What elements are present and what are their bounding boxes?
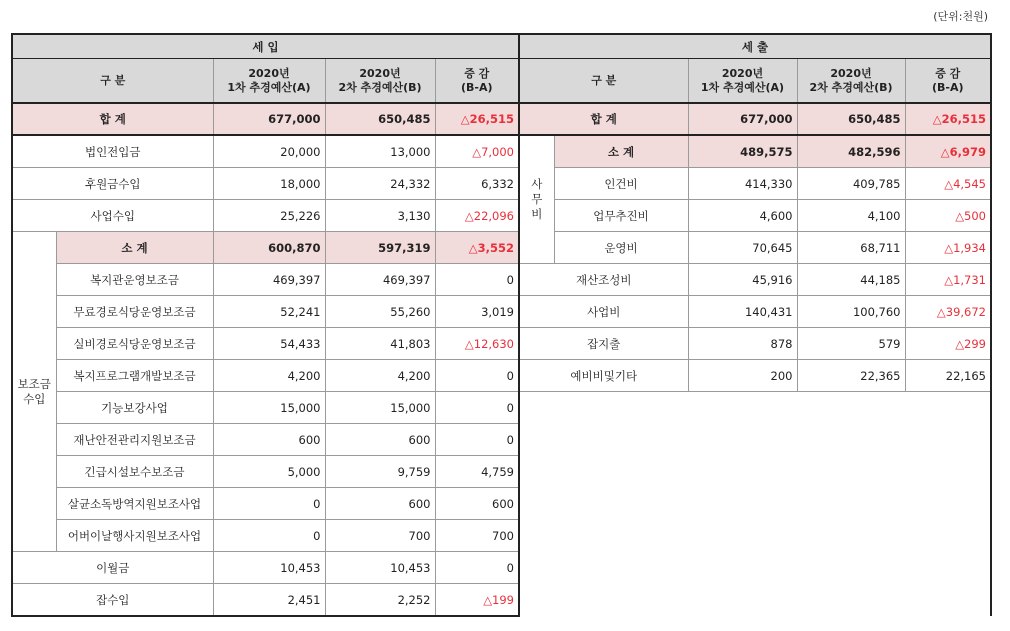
income-value-b: 600: [325, 488, 435, 520]
expense-value-b: 409,785: [797, 168, 905, 200]
expense-col-b-header: 2020년 2차 추경예산(B): [797, 59, 905, 104]
income-value-a: 25,226: [213, 200, 325, 232]
income-value-a: 54,433: [213, 328, 325, 360]
income-row-label: 복지관운영보조금: [56, 264, 213, 296]
income-value-b: 24,332: [325, 168, 435, 200]
income-value-b: 13,000: [325, 135, 435, 168]
table-row: [12, 392, 991, 424]
expense-row-label: 인건비: [554, 168, 688, 200]
income-value-b: 700: [325, 520, 435, 552]
budget-table: [11, 33, 992, 617]
income-value-diff: △7,000: [435, 135, 519, 168]
income-value-a: 15,000: [213, 392, 325, 424]
income-value-a: 469,397: [213, 264, 325, 296]
expense-row-label: 재산조성비: [519, 264, 688, 296]
income-value-diff: 600: [435, 488, 519, 520]
expense-row-label: 합 계: [519, 103, 688, 135]
income-value-b: 650,485: [325, 103, 435, 135]
table-row: [12, 135, 991, 168]
table-row: [12, 296, 991, 328]
income-subtotal-b: 597,319: [325, 232, 435, 264]
table-row: [12, 232, 991, 264]
income-value-b: 4,200: [325, 360, 435, 392]
table-row: [12, 328, 991, 360]
income-category-header: 구 분: [12, 59, 213, 104]
table-row: [12, 200, 991, 232]
income-row-label: 어버이날행사지원보조사업: [56, 520, 213, 552]
income-value-b: 10,453: [325, 552, 435, 584]
income-value-a: 2,451: [213, 584, 325, 617]
income-value-b: 15,000: [325, 392, 435, 424]
expense-diff-header: 증 감 (B-A): [905, 59, 991, 104]
expense-value-a: 140,431: [688, 296, 797, 328]
income-value-a: 0: [213, 488, 325, 520]
income-value-a: 4,200: [213, 360, 325, 392]
table-row: [12, 360, 991, 392]
income-value-diff: 0: [435, 360, 519, 392]
income-value-a: 10,453: [213, 552, 325, 584]
income-row-label: 살균소독방역지원보조사업: [56, 488, 213, 520]
income-value-b: 600: [325, 424, 435, 456]
income-row-label: 복지프로그램개발보조금: [56, 360, 213, 392]
expense-value-a: 878: [688, 328, 797, 360]
expense-value-diff: △39,672: [905, 296, 991, 328]
income-value-diff: 0: [435, 424, 519, 456]
expense-subtotal-b: 482,596: [797, 135, 905, 168]
income-value-diff: 6,332: [435, 168, 519, 200]
income-row-label: 잡수입: [12, 584, 213, 617]
income-value-diff: 0: [435, 552, 519, 584]
income-value-b: 41,803: [325, 328, 435, 360]
income-value-a: 52,241: [213, 296, 325, 328]
expense-value-b: 4,100: [797, 200, 905, 232]
table-row: [12, 168, 991, 200]
income-subtotal-label: 소 계: [56, 232, 213, 264]
income-value-diff: △12,630: [435, 328, 519, 360]
income-col-a-header: 2020년 1차 추경예산(A): [213, 59, 325, 104]
income-value-diff: 0: [435, 264, 519, 296]
income-value-a: 600: [213, 424, 325, 456]
expense-value-diff: △26,515: [905, 103, 991, 135]
income-value-diff: △22,096: [435, 200, 519, 232]
expense-subtotal-diff: △6,979: [905, 135, 991, 168]
expense-value-b: 650,485: [797, 103, 905, 135]
income-value-a: 0: [213, 520, 325, 552]
income-value-diff: 700: [435, 520, 519, 552]
income-value-diff: 0: [435, 392, 519, 424]
expense-value-b: 68,711: [797, 232, 905, 264]
expense-value-a: 45,916: [688, 264, 797, 296]
income-group-label: 보조금 수입: [12, 232, 56, 552]
expense-value-a: 200: [688, 360, 797, 392]
income-value-b: 3,130: [325, 200, 435, 232]
expense-row-label: 예비비및기타: [519, 360, 688, 392]
income-value-a: 5,000: [213, 456, 325, 488]
expense-category-header: 구 분: [519, 59, 688, 104]
expense-subtotal-label: 소 계: [554, 135, 688, 168]
income-value-a: 18,000: [213, 168, 325, 200]
income-value-diff: 4,759: [435, 456, 519, 488]
expense-row-label: 사업비: [519, 296, 688, 328]
expense-value-b: 44,185: [797, 264, 905, 296]
income-value-diff: 3,019: [435, 296, 519, 328]
total-row: [12, 103, 991, 135]
income-subtotal-a: 600,870: [213, 232, 325, 264]
income-value-a: 20,000: [213, 135, 325, 168]
income-row-label: 이월금: [12, 552, 213, 584]
income-row-label: 합 계: [12, 103, 213, 135]
expense-value-a: 4,600: [688, 200, 797, 232]
income-row-label: 긴급시설보수보조금: [56, 456, 213, 488]
expense-value-diff: 22,165: [905, 360, 991, 392]
income-row-label: 무료경로식당운영보조금: [56, 296, 213, 328]
income-value-b: 9,759: [325, 456, 435, 488]
income-value-b: 55,260: [325, 296, 435, 328]
income-value-a: 677,000: [213, 103, 325, 135]
expense-row-label: 운영비: [554, 232, 688, 264]
expense-value-diff: △1,731: [905, 264, 991, 296]
expense-subtotal-a: 489,575: [688, 135, 797, 168]
income-value-diff: △199: [435, 584, 519, 617]
income-row-label: 재난안전관리지원보조금: [56, 424, 213, 456]
income-row-label: 기능보강사업: [56, 392, 213, 424]
table-row: [12, 264, 991, 296]
expense-row-label: 업무추진비: [554, 200, 688, 232]
income-value-diff: △26,515: [435, 103, 519, 135]
expense-value-a: 677,000: [688, 103, 797, 135]
expense-value-a: 414,330: [688, 168, 797, 200]
income-diff-header: 증 감 (B-A): [435, 59, 519, 104]
expense-col-a-header: 2020년 1차 추경예산(A): [688, 59, 797, 104]
income-col-b-header: 2020년 2차 추경예산(B): [325, 59, 435, 104]
expense-value-diff: △4,545: [905, 168, 991, 200]
expense-value-b: 100,760: [797, 296, 905, 328]
income-row-label: 실비경로식당운영보조금: [56, 328, 213, 360]
expense-value-diff: △500: [905, 200, 991, 232]
expense-row-label: 잡지출: [519, 328, 688, 360]
expense-value-b: 579: [797, 328, 905, 360]
expense-value-a: 70,645: [688, 232, 797, 264]
expense-header: 세 출: [519, 34, 991, 59]
expense-group-label: 사 무 비: [519, 135, 554, 264]
expense-value-diff: △299: [905, 328, 991, 360]
income-row-label: 사업수입: [12, 200, 213, 232]
income-value-b: 469,397: [325, 264, 435, 296]
empty-area: [519, 392, 991, 617]
income-value-b: 2,252: [325, 584, 435, 617]
expense-value-b: 22,365: [797, 360, 905, 392]
income-subtotal-diff: △3,552: [435, 232, 519, 264]
income-row-label: 법인전입금: [12, 135, 213, 168]
unit-note: (단위:천원): [933, 10, 988, 23]
income-header: 세 입: [12, 34, 519, 59]
expense-value-diff: △1,934: [905, 232, 991, 264]
income-row-label: 후원금수입: [12, 168, 213, 200]
